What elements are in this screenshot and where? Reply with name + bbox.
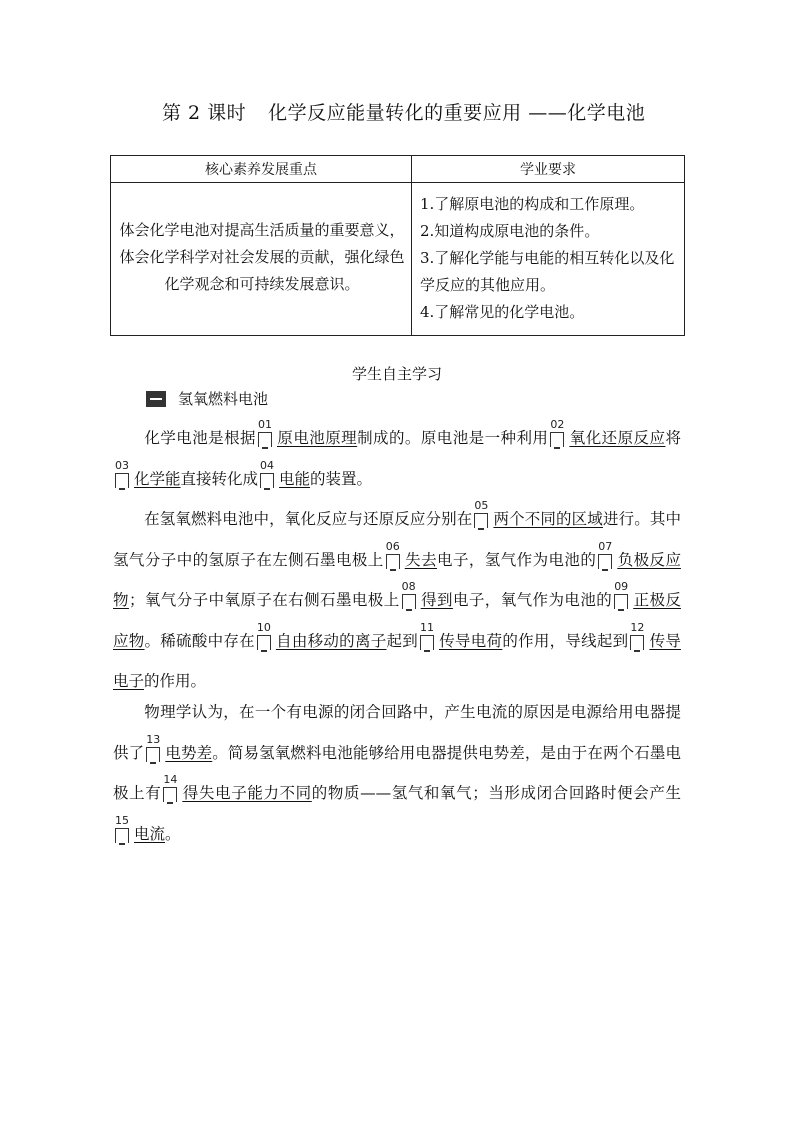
- answer-text: 得到: [420, 591, 453, 609]
- subheading-text: 氢氧燃料电池: [178, 390, 269, 408]
- requirement-item: 1.了解原电池的构成和工作原理。: [420, 195, 645, 213]
- answer-text: 自由移动的离子: [275, 631, 387, 650]
- section-title: 学生自主学习: [351, 365, 442, 383]
- bookmark-icon: [146, 391, 166, 407]
- paragraph-3: [113, 692, 681, 854]
- answer-blank: 13: [145, 743, 164, 762]
- text-run: 的作用。: [144, 672, 207, 690]
- lesson-title: 化学反应能量转化的重要应用 ——化学电池: [268, 102, 646, 124]
- text-run: 直接转化成: [180, 469, 259, 488]
- core-literacy-text: 体会化学电池对提高生活质量的重要意义，体会化学科学对社会发展的贡献，强化绿色化学观念和可持续发展意识。: [119, 221, 405, 293]
- answer-blank: 01: [257, 428, 276, 447]
- text-run: 电子，氢气作为电池的: [437, 550, 597, 569]
- subheading: [146, 388, 268, 409]
- requirement-item: 2.知道构成原电池的条件。: [420, 222, 600, 240]
- text-run: 物理学认为，在一个有电源的闭合回路中，产生电流的原因是电源给用电器提供了: [113, 703, 681, 762]
- answer-text: 电势差: [165, 743, 213, 762]
- answer-text: 电流: [134, 824, 166, 843]
- answer-blank: 08: [401, 590, 420, 609]
- answer-blank: 15: [114, 824, 133, 843]
- requirements-table: [110, 155, 685, 336]
- text-run: 制成的。原电池是一种利用: [357, 429, 549, 447]
- table-header-right: 学业要求: [412, 156, 685, 183]
- answer-blank: 10: [256, 631, 275, 650]
- text-run: 起到: [386, 631, 418, 650]
- answer-blank: 14: [162, 783, 181, 802]
- answer-text: 氧化还原反应: [569, 429, 666, 447]
- requirement-list: [412, 183, 684, 330]
- answer-blank: 02: [549, 428, 568, 447]
- text-run: 化学电池是根据: [144, 429, 256, 447]
- answer-text: 负极反应物: [113, 550, 681, 609]
- answer-blank: 06: [385, 550, 404, 569]
- answer-text: 两个不同的区域: [493, 510, 603, 528]
- text-run: 。稀硫酸中存在: [144, 631, 255, 650]
- answer-text: 化学能: [134, 469, 181, 488]
- requirement-item: 4.了解常见的化学电池。: [420, 303, 585, 321]
- lesson-number: 第 2 课时: [162, 102, 247, 124]
- answer-blank: 03: [114, 469, 133, 488]
- answer-text: 得失电子能力不同: [182, 784, 312, 802]
- table-header-left: 核心素养发展重点: [111, 156, 412, 183]
- answer-text: 失去: [404, 550, 438, 569]
- answer-blank: 11: [419, 631, 438, 650]
- requirement-item: 3.了解化学能与电能的相互转化以及化学反应的其他应用。: [420, 249, 675, 294]
- text-run: 。: [165, 824, 181, 843]
- text-run: 。简易氢氧燃料电池能够给用电器提供电势差，是由于在两个石墨电极上有: [113, 743, 681, 802]
- paragraph-1: [113, 418, 681, 499]
- answer-blank: 05: [473, 509, 492, 528]
- answer-blank: 07: [597, 550, 616, 569]
- text-run: 进行。其中氢气分子中的氢原子在左侧石墨电极上: [113, 510, 681, 569]
- answer-text: 传导电子: [113, 631, 681, 690]
- text-run: 的装置。: [310, 469, 373, 488]
- answer-blank: 09: [613, 590, 632, 609]
- answer-blank: 04: [259, 469, 278, 488]
- text-run: ；氧气分子中氧原子在右侧石墨电极上: [128, 591, 400, 609]
- page-title: [162, 98, 645, 125]
- text-run: 将: [665, 429, 681, 447]
- paragraph-2: [113, 499, 681, 702]
- answer-text: 电能: [279, 469, 311, 488]
- answer-text: 正极反应物: [113, 591, 681, 650]
- answer-blank: 12: [629, 631, 648, 650]
- text-run: 电子，氧气作为电池的: [452, 591, 613, 609]
- answer-text: 原电池原理: [277, 429, 358, 447]
- answer-text: 传导电荷: [439, 631, 503, 650]
- text-run: 在氢氧燃料电池中，氧化反应与还原反应分别在: [144, 510, 473, 528]
- text-run: 的物质——氢气和氧气；当形成闭合回路时便会产生: [311, 784, 681, 802]
- text-run: 的作用，导线起到: [502, 631, 629, 650]
